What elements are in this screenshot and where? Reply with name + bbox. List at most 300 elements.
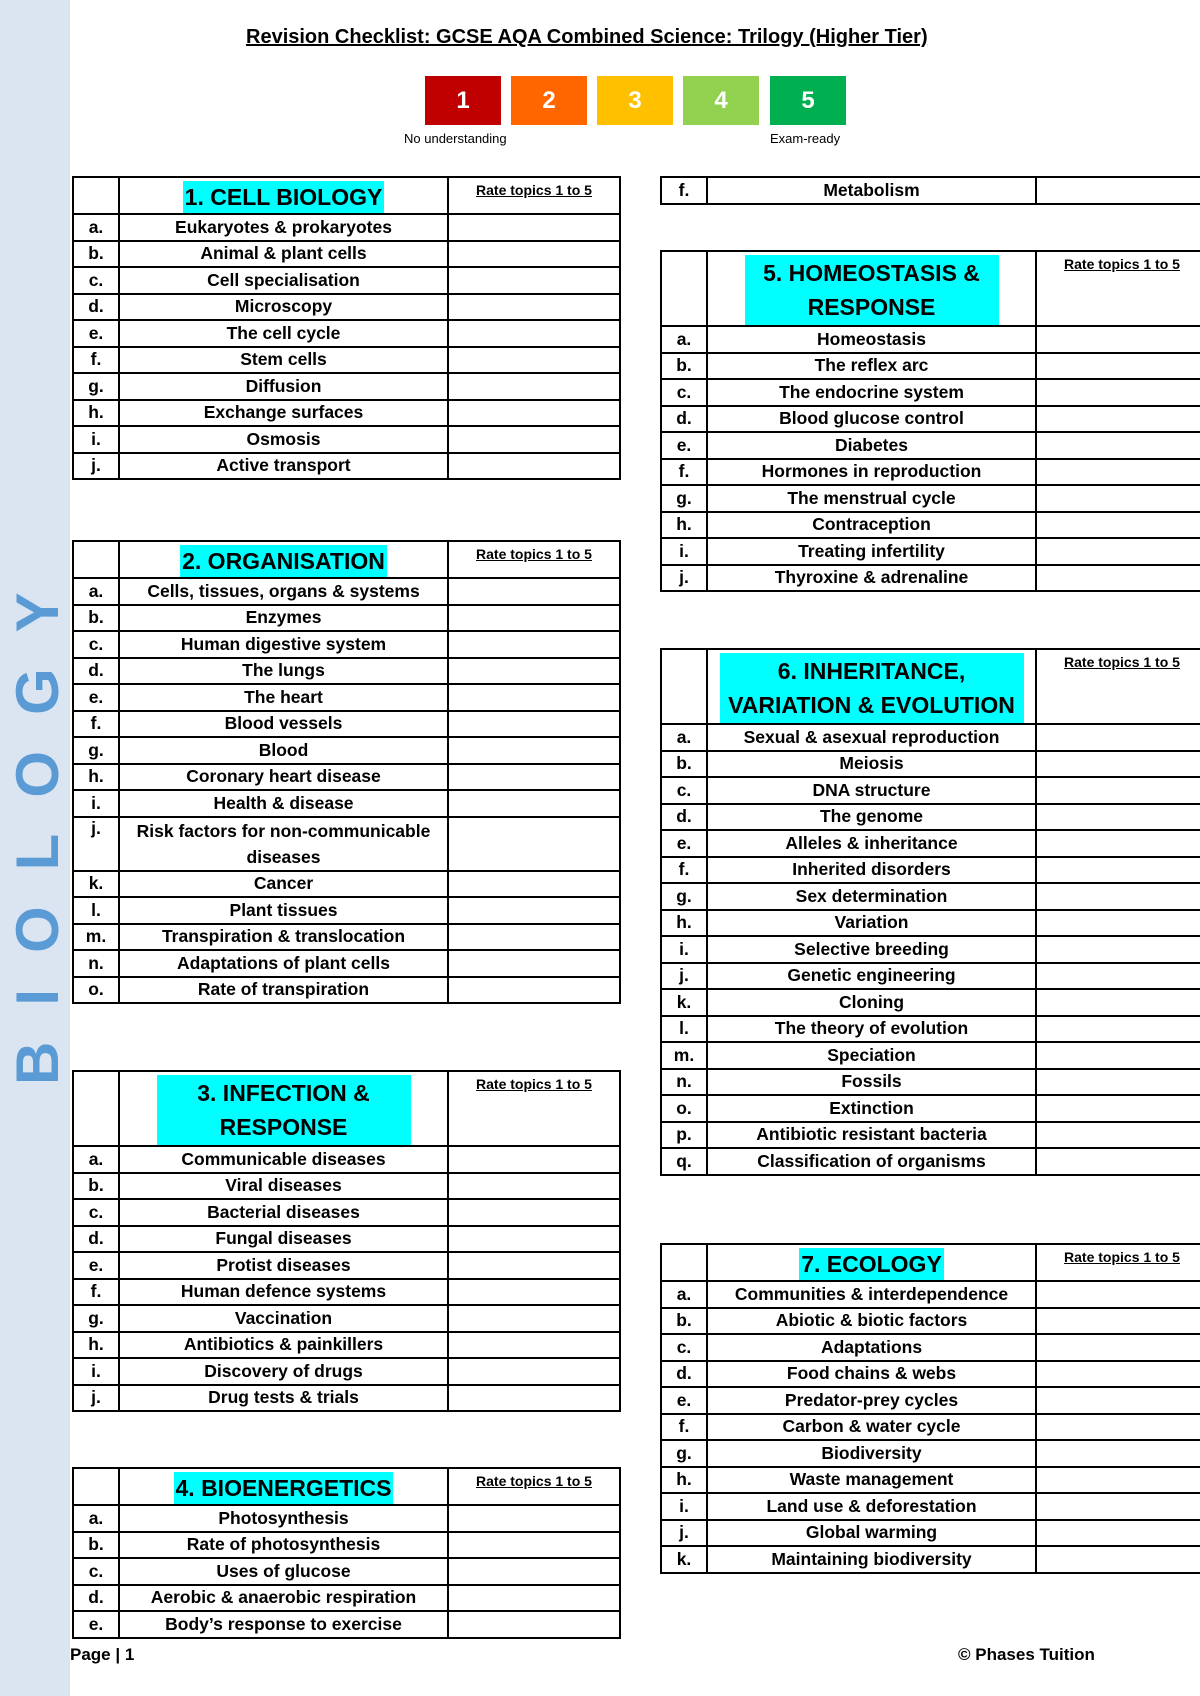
item-letter: b.	[661, 353, 707, 380]
header-blank-cell	[661, 1244, 707, 1281]
rating-cell[interactable]	[1036, 989, 1200, 1016]
table-row	[73, 1252, 620, 1279]
rating-cell[interactable]	[448, 578, 620, 605]
rating-cell[interactable]	[1036, 777, 1200, 804]
rating-cell[interactable]	[448, 631, 620, 658]
section-title: 4. BIOENERGETICS	[174, 1472, 394, 1504]
topic-name: Body’s response to exercise	[119, 1611, 448, 1638]
topic-name: Exchange surfaces	[119, 400, 448, 427]
copyright: © Phases Tuition	[958, 1645, 1095, 1664]
table-row	[73, 426, 620, 453]
rating-cell[interactable]	[1036, 724, 1200, 751]
table-row	[73, 214, 620, 241]
item-letter: i.	[661, 1493, 707, 1520]
topic-name: Diabetes	[707, 432, 1036, 459]
topic-name: Treating infertility	[707, 538, 1036, 565]
checklist-table-1	[72, 176, 621, 480]
topic-name: Bacterial diseases	[119, 1199, 448, 1226]
item-letter: m.	[73, 924, 119, 951]
topic-name: Global warming	[707, 1520, 1036, 1547]
table-row	[73, 267, 620, 294]
scale-low-label: No understanding	[404, 131, 507, 146]
table-row	[73, 977, 620, 1004]
table-row	[661, 1334, 1200, 1361]
item-letter: b.	[73, 241, 119, 268]
rate-topics-label: Rate topics 1 to 5	[1064, 1249, 1180, 1265]
table-row	[73, 241, 620, 268]
rate-topics-label: Rate topics 1 to 5	[476, 1076, 592, 1092]
topic-name: Transpiration & translocation	[119, 924, 448, 951]
page-number: Page | 1	[70, 1645, 135, 1664]
rating-cell[interactable]	[1036, 1148, 1200, 1175]
rating-cell[interactable]	[448, 1173, 620, 1200]
rating-cell[interactable]	[448, 214, 620, 241]
rating-cell[interactable]	[1036, 751, 1200, 778]
table-row	[661, 936, 1200, 963]
table-row	[73, 1199, 620, 1226]
rating-cell[interactable]	[448, 605, 620, 632]
item-letter: i.	[73, 1358, 119, 1385]
rating-cell[interactable]	[448, 684, 620, 711]
topic-name: Thyroxine & adrenaline	[707, 565, 1036, 592]
table-row	[73, 658, 620, 685]
rating-cell[interactable]	[1036, 406, 1200, 433]
rating-cell[interactable]	[448, 924, 620, 951]
topic-name: Aerobic & anaerobic respiration	[119, 1585, 448, 1612]
item-letter: n.	[661, 1069, 707, 1096]
topic-name: Contraception	[707, 512, 1036, 539]
rate-header-cell	[1036, 1244, 1200, 1281]
item-letter: a.	[661, 724, 707, 751]
topic-name: Uses of glucose	[119, 1558, 448, 1585]
item-letter: k.	[661, 1546, 707, 1573]
table-row	[73, 1332, 620, 1359]
rating-cell[interactable]	[448, 1558, 620, 1585]
table-row	[661, 1387, 1200, 1414]
table-row	[661, 1016, 1200, 1043]
item-letter: i.	[661, 936, 707, 963]
topic-name: Viral diseases	[119, 1173, 448, 1200]
item-letter: f.	[661, 177, 707, 204]
section-title: 1. CELL BIOLOGY	[183, 181, 385, 213]
item-letter: d.	[73, 658, 119, 685]
rating-cell[interactable]	[448, 373, 620, 400]
item-letter: c.	[73, 631, 119, 658]
rating-cell[interactable]	[1036, 512, 1200, 539]
item-letter: l.	[661, 1016, 707, 1043]
topic-name: Discovery of drugs	[119, 1358, 448, 1385]
checklist-table-3	[72, 1070, 621, 1412]
rating-cell[interactable]	[448, 711, 620, 738]
item-letter: c.	[73, 1558, 119, 1585]
item-letter: e.	[73, 684, 119, 711]
item-letter: h.	[661, 1467, 707, 1494]
table-row	[73, 400, 620, 427]
topic-name: Cancer	[119, 871, 448, 898]
section-title: 2. ORGANISATION	[180, 545, 387, 577]
rating-cell[interactable]	[1036, 1361, 1200, 1388]
table-row	[661, 910, 1200, 937]
topic-name: Human defence systems	[119, 1279, 448, 1306]
scale-box-1: 1	[425, 76, 501, 125]
item-letter: h.	[661, 910, 707, 937]
table-row	[73, 684, 620, 711]
section-header-cell	[707, 649, 1036, 724]
item-letter: f.	[73, 1279, 119, 1306]
table-row	[661, 1493, 1200, 1520]
item-letter: c.	[661, 379, 707, 406]
topic-name: Fungal diseases	[119, 1226, 448, 1253]
item-letter: j.	[661, 963, 707, 990]
scale-box-4: 4	[683, 76, 759, 125]
item-letter: e.	[661, 432, 707, 459]
topic-name: The reflex arc	[707, 353, 1036, 380]
item-letter: g.	[661, 485, 707, 512]
rating-cell[interactable]	[1036, 1016, 1200, 1043]
rating-cell[interactable]	[448, 737, 620, 764]
item-letter: l.	[73, 897, 119, 924]
item-letter: b.	[661, 1308, 707, 1335]
topic-name: Communicable diseases	[119, 1146, 448, 1173]
topic-name: Diffusion	[119, 373, 448, 400]
rating-cell[interactable]	[1036, 936, 1200, 963]
rating-cell[interactable]	[1036, 326, 1200, 353]
item-letter: j.	[661, 565, 707, 592]
table-row	[73, 1173, 620, 1200]
item-letter: j.	[73, 1385, 119, 1412]
table-row	[73, 764, 620, 791]
rating-cell[interactable]	[1036, 177, 1200, 204]
table-row	[73, 737, 620, 764]
section-header-cell	[119, 541, 448, 578]
table-row	[661, 432, 1200, 459]
rating-cell[interactable]	[1036, 538, 1200, 565]
table-row	[73, 871, 620, 898]
rating-cell[interactable]	[448, 426, 620, 453]
rating-cell[interactable]	[448, 871, 620, 898]
item-letter: d.	[73, 1585, 119, 1612]
topic-name: Sex determination	[707, 883, 1036, 910]
table-row	[73, 1146, 620, 1173]
rating-cell[interactable]	[448, 1226, 620, 1253]
rating-cell[interactable]	[1036, 804, 1200, 831]
rating-cell[interactable]	[448, 294, 620, 321]
item-letter: d.	[661, 804, 707, 831]
rate-topics-label: Rate topics 1 to 5	[1064, 654, 1180, 670]
rating-cell[interactable]	[448, 790, 620, 817]
item-letter: c.	[661, 1334, 707, 1361]
rating-cell[interactable]	[448, 267, 620, 294]
header-blank-cell	[661, 251, 707, 326]
topic-name: Classification of organisms	[707, 1148, 1036, 1175]
rating-cell[interactable]	[1036, 1042, 1200, 1069]
rating-cell[interactable]	[448, 320, 620, 347]
section-header-cell	[119, 177, 448, 214]
item-letter: g.	[73, 737, 119, 764]
subject-vertical-label: BIOLOGY	[4, 556, 71, 1085]
topic-name: Abiotic & biotic factors	[707, 1308, 1036, 1335]
table-row	[661, 724, 1200, 751]
table-row	[661, 1069, 1200, 1096]
rating-cell[interactable]	[1036, 1414, 1200, 1441]
item-letter: g.	[661, 883, 707, 910]
table-row	[661, 326, 1200, 353]
item-letter: c.	[661, 777, 707, 804]
topic-name: Cloning	[707, 989, 1036, 1016]
topic-name: The heart	[119, 684, 448, 711]
topic-name: Animal & plant cells	[119, 241, 448, 268]
table-row	[661, 777, 1200, 804]
item-letter: h.	[661, 512, 707, 539]
scale-high-label: Exam-ready	[770, 131, 841, 146]
scale-box-2: 2	[511, 76, 587, 125]
table-row	[661, 485, 1200, 512]
topic-name: Land use & deforestation	[707, 1493, 1036, 1520]
topic-name: Cell specialisation	[119, 267, 448, 294]
rating-cell[interactable]	[1036, 883, 1200, 910]
table-row	[73, 1558, 620, 1585]
rating-cell[interactable]	[448, 453, 620, 480]
rating-cell[interactable]	[1036, 1069, 1200, 1096]
topic-name: Antibiotics & painkillers	[119, 1332, 448, 1359]
rating-cell[interactable]	[1036, 1493, 1200, 1520]
rating-cell[interactable]	[448, 1358, 620, 1385]
topic-name: Alleles & inheritance	[707, 830, 1036, 857]
rating-cell[interactable]	[448, 764, 620, 791]
topic-name: Carbon & water cycle	[707, 1414, 1036, 1441]
topic-name: Microscopy	[119, 294, 448, 321]
topic-name: Osmosis	[119, 426, 448, 453]
item-letter: h.	[73, 1332, 119, 1359]
topic-name: Food chains & webs	[707, 1361, 1036, 1388]
rating-cell[interactable]	[1036, 910, 1200, 937]
item-letter: i.	[73, 426, 119, 453]
section-header-cell	[119, 1468, 448, 1505]
table-row	[73, 1611, 620, 1638]
table-row	[661, 1122, 1200, 1149]
table-row	[73, 1585, 620, 1612]
checklist-table-4	[72, 1467, 621, 1639]
item-letter: d.	[661, 406, 707, 433]
topic-name: Extinction	[707, 1095, 1036, 1122]
rating-cell[interactable]	[448, 1252, 620, 1279]
topic-name: Photosynthesis	[119, 1505, 448, 1532]
topic-name: Protist diseases	[119, 1252, 448, 1279]
topic-name: Maintaining biodiversity	[707, 1546, 1036, 1573]
item-letter: b.	[73, 1532, 119, 1559]
rating-cell[interactable]	[448, 347, 620, 374]
rating-cell[interactable]	[448, 1385, 620, 1412]
rating-cell[interactable]	[448, 897, 620, 924]
rating-cell[interactable]	[448, 400, 620, 427]
table-row	[661, 804, 1200, 831]
table-row	[661, 963, 1200, 990]
rating-cell[interactable]	[448, 1532, 620, 1559]
table-row	[661, 1546, 1200, 1573]
topic-name: Selective breeding	[707, 936, 1036, 963]
checklist-table-6	[660, 648, 1200, 1176]
topic-name: Speciation	[707, 1042, 1036, 1069]
header-blank-cell	[661, 649, 707, 724]
rating-cell[interactable]	[448, 241, 620, 268]
topic-name: Predator-prey cycles	[707, 1387, 1036, 1414]
item-letter: i.	[661, 538, 707, 565]
table-row	[661, 177, 1200, 204]
table-row	[73, 1226, 620, 1253]
rate-header-cell	[1036, 251, 1200, 326]
table-row	[73, 605, 620, 632]
topic-name: Enzymes	[119, 605, 448, 632]
item-letter: p.	[661, 1122, 707, 1149]
rating-cell[interactable]	[1036, 379, 1200, 406]
rating-cell[interactable]	[1036, 459, 1200, 486]
rating-cell[interactable]	[1036, 1440, 1200, 1467]
item-letter: g.	[73, 1305, 119, 1332]
table-row	[73, 924, 620, 951]
table-row	[661, 883, 1200, 910]
topic-name: Active transport	[119, 453, 448, 480]
table-row	[73, 1358, 620, 1385]
item-letter: b.	[73, 1173, 119, 1200]
item-letter: f.	[661, 459, 707, 486]
item-letter: b.	[661, 751, 707, 778]
table-row	[73, 453, 620, 480]
topic-name: Antibiotic resistant bacteria	[707, 1122, 1036, 1149]
item-letter: f.	[73, 347, 119, 374]
topic-name: Inherited disorders	[707, 857, 1036, 884]
rating-cell[interactable]	[448, 1305, 620, 1332]
rating-cell[interactable]	[448, 1505, 620, 1532]
topic-name: Rate of transpiration	[119, 977, 448, 1004]
topic-name: Risk factors for non-communicable diseases	[119, 817, 448, 871]
rating-cell[interactable]	[1036, 565, 1200, 592]
topic-name: Eukaryotes & prokaryotes	[119, 214, 448, 241]
rating-cell[interactable]	[1036, 1281, 1200, 1308]
item-letter: o.	[661, 1095, 707, 1122]
rating-cell[interactable]	[1036, 1095, 1200, 1122]
item-letter: k.	[661, 989, 707, 1016]
topic-name: The genome	[707, 804, 1036, 831]
rating-cell[interactable]	[1036, 1334, 1200, 1361]
rate-header-cell	[448, 541, 620, 578]
table-row	[661, 1520, 1200, 1547]
rating-cell[interactable]	[448, 1585, 620, 1612]
section-header-cell	[119, 1071, 448, 1146]
topic-name: Genetic engineering	[707, 963, 1036, 990]
table-row	[661, 1414, 1200, 1441]
rating-cell[interactable]	[448, 950, 620, 977]
section-title: 7. ECOLOGY	[799, 1248, 944, 1280]
item-letter: a.	[661, 1281, 707, 1308]
topic-name: Communities & interdependence	[707, 1281, 1036, 1308]
rating-cell[interactable]	[1036, 857, 1200, 884]
topic-name: Plant tissues	[119, 897, 448, 924]
section-header-cell	[707, 251, 1036, 326]
topic-name: Drug tests & trials	[119, 1385, 448, 1412]
rating-cell[interactable]	[1036, 1546, 1200, 1573]
rating-cell[interactable]	[448, 658, 620, 685]
topic-name: The lungs	[119, 658, 448, 685]
topic-name: Human digestive system	[119, 631, 448, 658]
item-letter: e.	[73, 1611, 119, 1638]
item-letter: o.	[73, 977, 119, 1004]
item-letter: d.	[73, 1226, 119, 1253]
table-row	[661, 1361, 1200, 1388]
table-row	[73, 711, 620, 738]
table-row	[661, 857, 1200, 884]
rating-cell[interactable]	[448, 1199, 620, 1226]
topic-name: Adaptations of plant cells	[119, 950, 448, 977]
rating-cell[interactable]	[1036, 1387, 1200, 1414]
table-row	[661, 538, 1200, 565]
rating-cell[interactable]	[448, 1146, 620, 1173]
rating-cell[interactable]	[1036, 1308, 1200, 1335]
rate-header-cell	[448, 177, 620, 214]
topic-name: DNA structure	[707, 777, 1036, 804]
rating-cell[interactable]	[1036, 353, 1200, 380]
table-row	[73, 897, 620, 924]
section-title: 5. HOMEOSTASIS & RESPONSE	[745, 255, 999, 325]
topic-name: The theory of evolution	[707, 1016, 1036, 1043]
topic-name: Hormones in reproduction	[707, 459, 1036, 486]
item-letter: c.	[73, 1199, 119, 1226]
item-letter: a.	[73, 578, 119, 605]
rating-cell[interactable]	[448, 1611, 620, 1638]
topic-name: The menstrual cycle	[707, 485, 1036, 512]
rating-cell[interactable]	[1036, 830, 1200, 857]
rate-header-cell	[448, 1071, 620, 1146]
table-row	[73, 1305, 620, 1332]
topic-name: Variation	[707, 910, 1036, 937]
table-row	[661, 1095, 1200, 1122]
table-row	[73, 1279, 620, 1306]
checklist-table-2	[72, 540, 621, 1004]
item-letter: j.	[73, 453, 119, 480]
rating-cell[interactable]	[448, 977, 620, 1004]
header-blank-cell	[73, 541, 119, 578]
rating-cell[interactable]	[1036, 1467, 1200, 1494]
rating-cell[interactable]	[1036, 963, 1200, 990]
topic-name: Homeostasis	[707, 326, 1036, 353]
rating-cell[interactable]	[1036, 1520, 1200, 1547]
topic-name: Adaptations	[707, 1334, 1036, 1361]
table-row	[661, 1148, 1200, 1175]
rating-cell[interactable]	[1036, 1122, 1200, 1149]
topic-name: Coronary heart disease	[119, 764, 448, 791]
rating-cell[interactable]	[448, 1279, 620, 1306]
item-letter: j.	[73, 817, 119, 871]
table-row	[661, 1042, 1200, 1069]
topic-name: Fossils	[707, 1069, 1036, 1096]
item-letter: a.	[661, 326, 707, 353]
item-letter: h.	[73, 764, 119, 791]
table-row	[661, 1308, 1200, 1335]
item-letter: e.	[661, 1387, 707, 1414]
rate-header-cell	[448, 1468, 620, 1505]
header-blank-cell	[73, 177, 119, 214]
table-row	[73, 578, 620, 605]
rating-cell[interactable]	[1036, 485, 1200, 512]
checklist-table-metabolism	[660, 176, 1200, 205]
rating-cell[interactable]	[448, 817, 620, 871]
table-row	[661, 751, 1200, 778]
item-letter: i.	[73, 790, 119, 817]
table-row	[661, 406, 1200, 433]
topic-name: The cell cycle	[119, 320, 448, 347]
item-letter: e.	[73, 320, 119, 347]
rating-cell[interactable]	[448, 1332, 620, 1359]
rating-cell[interactable]	[1036, 432, 1200, 459]
